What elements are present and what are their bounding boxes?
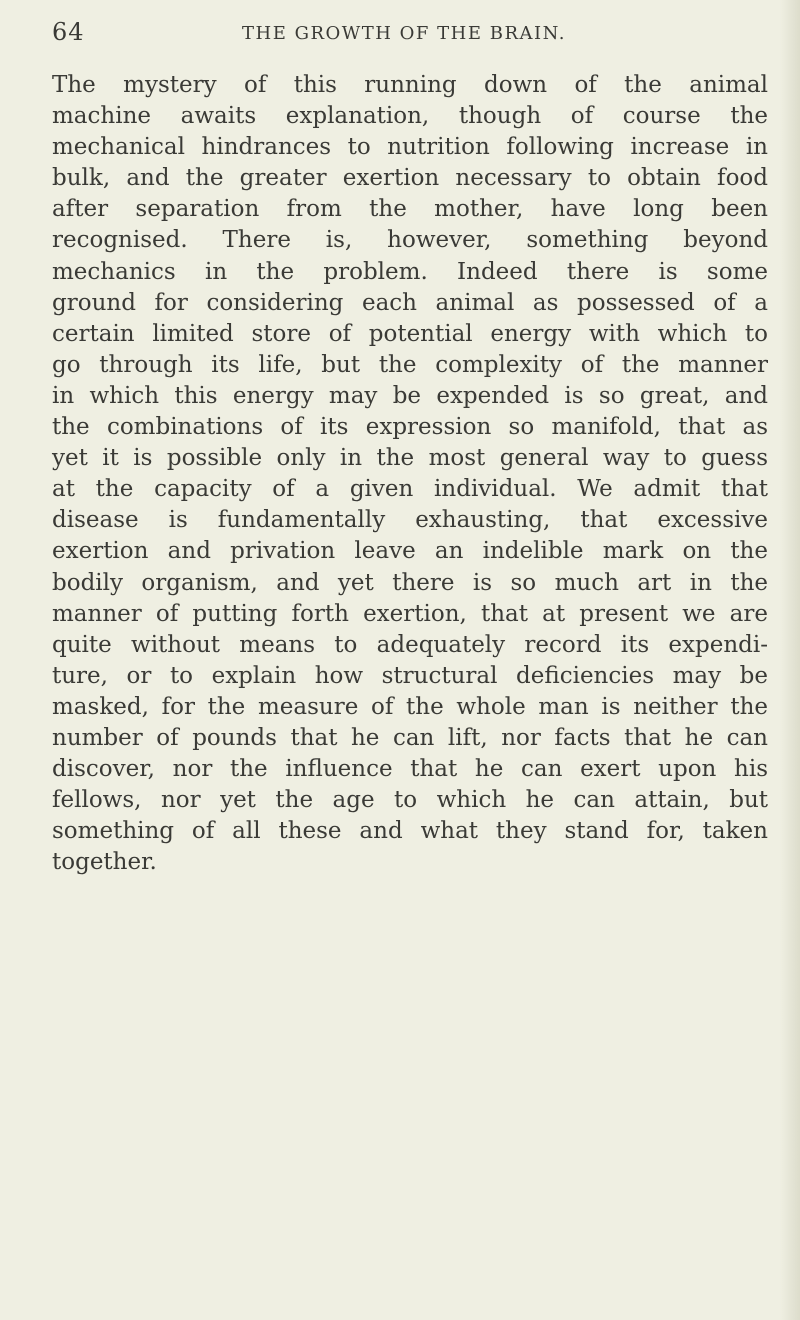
text-line: The mystery of this running down of the animal <box>52 72 768 98</box>
text-line: in which this energy may be expended is so great, and <box>52 382 768 409</box>
text-line: something of all these and what they stand for, taken <box>52 818 768 845</box>
text-line: machine awaits explanation, though of course the <box>52 103 768 130</box>
text-line: ground for considering each animal as possessed of a <box>52 289 768 316</box>
text-line: bodily organism, and yet there is so much art in the <box>52 569 768 596</box>
text-line: go through its life, but the complexity of the manner <box>52 351 768 378</box>
text-line: ture, or to explain how structural deficiencies may be <box>52 662 768 689</box>
text-line: yet it is possible only in the most general way to guess <box>52 445 768 472</box>
text-line: mechanics in the problem. Indeed there is some <box>52 258 768 285</box>
text-line: recognised. There is, however, something beyond <box>52 227 768 254</box>
page-header <box>52 18 752 52</box>
text-line: quite without means to adequately record its expendi- <box>52 631 768 658</box>
text-line: bulk, and the greater exertion necessary to obtain food <box>52 165 768 192</box>
text-line: manner of putting forth exertion, that at present we are <box>52 600 768 627</box>
text-line: together. <box>52 849 157 876</box>
page-number: 64 <box>52 18 85 46</box>
text-line: fellows, nor yet the age to which he can attain, but <box>52 787 768 814</box>
text-line: at the capacity of a given individual. We admit that <box>52 476 768 503</box>
text-line: disease is fundamentally exhausting, that excessive <box>52 507 768 534</box>
text-line: number of pounds that he can lift, nor facts that he can <box>52 724 768 751</box>
text-line: mechanical hindrances to nutrition following increase in <box>52 134 768 161</box>
body-paragraph <box>52 70 768 878</box>
running-title: THE GROWTH OF THE BRAIN. <box>242 23 566 44</box>
text-line: masked, for the measure of the whole man is neither the <box>52 693 768 720</box>
text-line: the combinations of its expression so manifold, that as <box>52 414 768 441</box>
text-line: after separation from the mother, have long been <box>52 196 768 223</box>
text-line: discover, nor the influence that he can exert upon his <box>52 756 768 783</box>
text-line: exertion and privation leave an indelible mark on the <box>52 538 768 565</box>
text-line: certain limited store of potential energy with which to <box>52 320 768 347</box>
page-edge-shadow <box>780 0 800 1320</box>
